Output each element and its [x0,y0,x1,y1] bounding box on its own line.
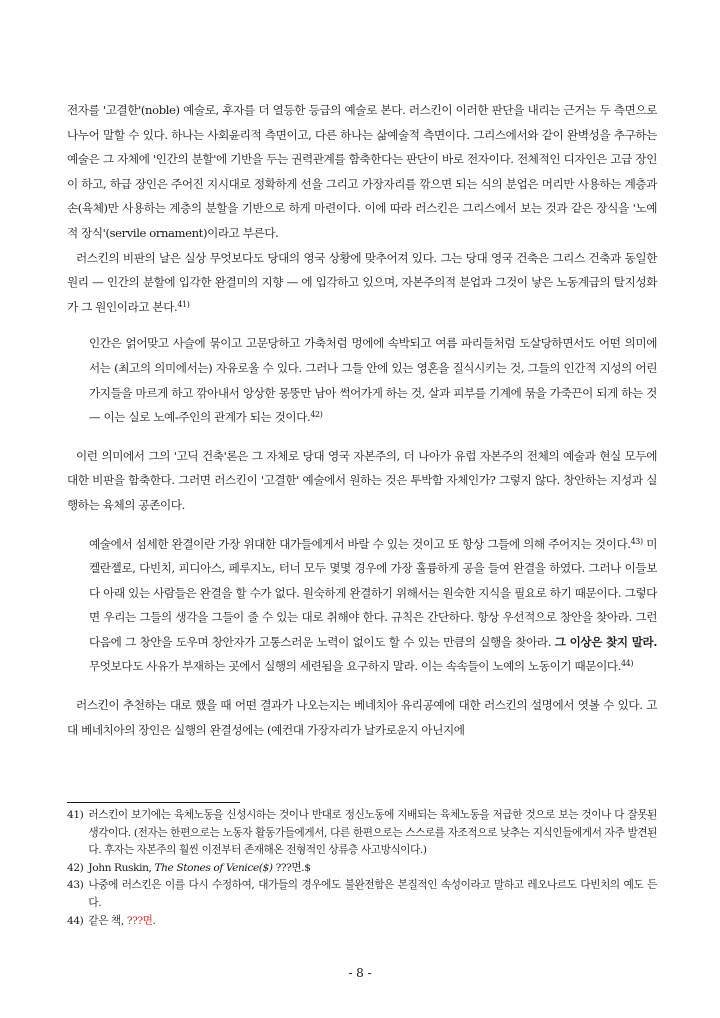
block-quote-1 [89,331,657,429]
footnote-missing-page: ???면 [126,914,153,927]
footnote-book-title: The Stones of Venice($) [154,861,273,874]
footnote-author: John Ruskin, [88,861,155,874]
footnote-44 [67,913,657,931]
paragraph-4: 러스킨이 추천하는 대로 했을 때 어떤 결과가 나오는지는 베네치아 유리공예에 대한 러스킨의 설명에서 엿볼 수 있다. 고대 베네치아의 장인은 실행의 완결성에는 (예컨대 가장자리가 날카로운지 아닌지에 [67,698,657,737]
block-quote-2-text-b: 미켈란젤로, 다빈치, 피디아스, 페루지노, 터너 모두 몇몇 경우에 가장 훌륭하게 공을 들여 완결을 하였다. 그러나 이들보다 아래 있는 사람들은 완결을 할 수가 없다. 원숙하게 완결하기 위해서는 원숙한 지식을 필요로 하기 때문이다. 그렇다면 우리는 그들의 생각을 그들이 줄 수 있는 대로 취해야 한다. 규칙은 간단하다. 항상 우선적으로 창안을 찾아라. 그런 다음에 그 창안을 도우며 창안자가 고통스러운 노력이 없이도 할 수 있는 만큼의 실행을 찾아라. [89,536,657,649]
footnote-ref-41[interactable]: 41) [177,299,190,309]
page-number: - 8 - [348,966,372,980]
footnote-text [88,860,657,878]
footnote-text: 러스킨이 보기에는 육체노동을 신성시하는 것이나 반대로 정신노동에 지배되는 육체노동을 저급한 것으로 보는 것이나 다 잘못된 생각이다. (전자는 한편으로는 노동자 활동가들에게서, 다른 한편으로는 스스로를 자조적으로 낮추는 지식인들에게서 자주 발견된다. 후자는 자본주의 훨씬 이전부터 존재해온 전형적인 상류층 사고방식이다.) [88,809,657,857]
footnote-text: 나중에 러스킨은 이를 다시 수정하여, 대가들의 경우에도 불완전함은 본질적인 속성이라고 말하고 레오나르도 다빈치의 예도 든다. [88,879,657,909]
paragraph-2-text: 러스킨의 비판의 날은 실상 무엇보다도 당대의 영국 상황에 맞추어져 있다. 그는 당대 영국 건축은 그리스 건축과 동일한 원리 — 인간의 분할에 입각한 완결미의 지향 — 에 입각하고 있으며, 자본주의적 분업과 그것이 낳은 노동계급의 탈지성화가 그 원인이라고 본다. [67,250,657,314]
footnote-number: 41) [67,809,84,821]
footnote-ibid: 같은 책, [88,914,127,927]
block-quote-1-text: 인간은 얽어맞고 사슬에 묶이고 고문당하고 가축처럼 멍에에 속박되고 여름 파리들처럼 도살당하면서도 어떤 의미에서는 (최고의 의미에서는) 자유로울 수 있다. 그러나 그들 안에 있는 영혼을 질식시키는 것, 그들의 인간적 지성의 어린 가지들을 마르게 하고 깎아내서 앙상한 몽뚱만 남아 썩어가게 하는 것, 살과 피부를 기계에 묶을 가죽끈이 되게 하는 것 — 이는 실로 노예-주인의 관계가 되는 것이다. [89,336,657,425]
paragraph-3: 이런 의미에서 그의 '고딕 건축'론은 그 자체로 당대 영국 자본주의, 더 나아가 유럽 자본주의 전체의 예술과 현실 모두에 대한 비판을 함축한다. 그러면 러스킨이 '고결한' 예술에서 원하는 것은 투박함 자체인가? 그렇지 않다. 창안하는 지성과 실행하는 육체의 공존이다. [67,448,657,512]
footnote-number: 43) [67,879,84,892]
paragraph-2 [67,246,657,320]
footnote-ref-43[interactable]: 43) [630,536,643,546]
footnote-43 [67,877,657,912]
footnotes [67,807,657,930]
block-quote-2-emphasis: 그 이상은 찾지 말라. [554,634,657,649]
block-quote-2 [89,532,657,680]
footnote-period: . [152,914,156,927]
block-quote-2-text-a: 예술에서 섬세한 완결이란 가장 위대한 대가들에게서 바랄 수 있는 것이고 또 항상 그들에 의해 주어지는 것이다. [89,536,631,551]
footnote-42 [67,860,657,878]
footnote-number: 42) [67,861,84,874]
footnote-page: ???면.$ [272,861,311,874]
footnote-number: 44) [67,914,84,927]
footnote-text [88,913,657,931]
footnote-separator [67,802,240,803]
block-quote-2-text-c: 무엇보다도 사유가 부재하는 곳에서 실행의 세련됨을 요구하지 말라. 이는 속속들이 노예의 노동이기 때문이다. [89,659,621,674]
body-text [67,98,657,742]
paragraph-1: 전자를 '고결한'(noble) 예술로, 후자를 더 열등한 등급의 예술로 본다. 러스킨이 이러한 판단을 내리는 근거는 두 측면으로 나누어 말할 수 있다. 하나는 사회윤리적 측면이고, 다른 하나는 삶예술적 측면이다. 그리스에서와 같이 완벽성을 추구하는 예술은 그 자체에 '인간의 분할'에 기반을 두는 권력관계를 함축한다는 판단이 바로 전자이다. 전체적인 디자인은 고급 장인이 하고, 하급 장인은 주어진 지시대로 정확하게 선을 그리고 가장자리를 깎으면 되는 식의 분업은 머리만 사용하는 계층과 손(육체)만 사용하는 계층의 분할을 기반으로 하게 마련이다. 이에 따라 러스킨은 그리스에서 보는 것과 같은 장식을 '노예적 장식'(servile ornament)이라고 부른다. [67,103,657,240]
footnote-41 [67,807,657,860]
footnote-ref-44[interactable]: 44) [620,659,634,669]
footnote-ref-42[interactable]: 42) [310,410,323,420]
